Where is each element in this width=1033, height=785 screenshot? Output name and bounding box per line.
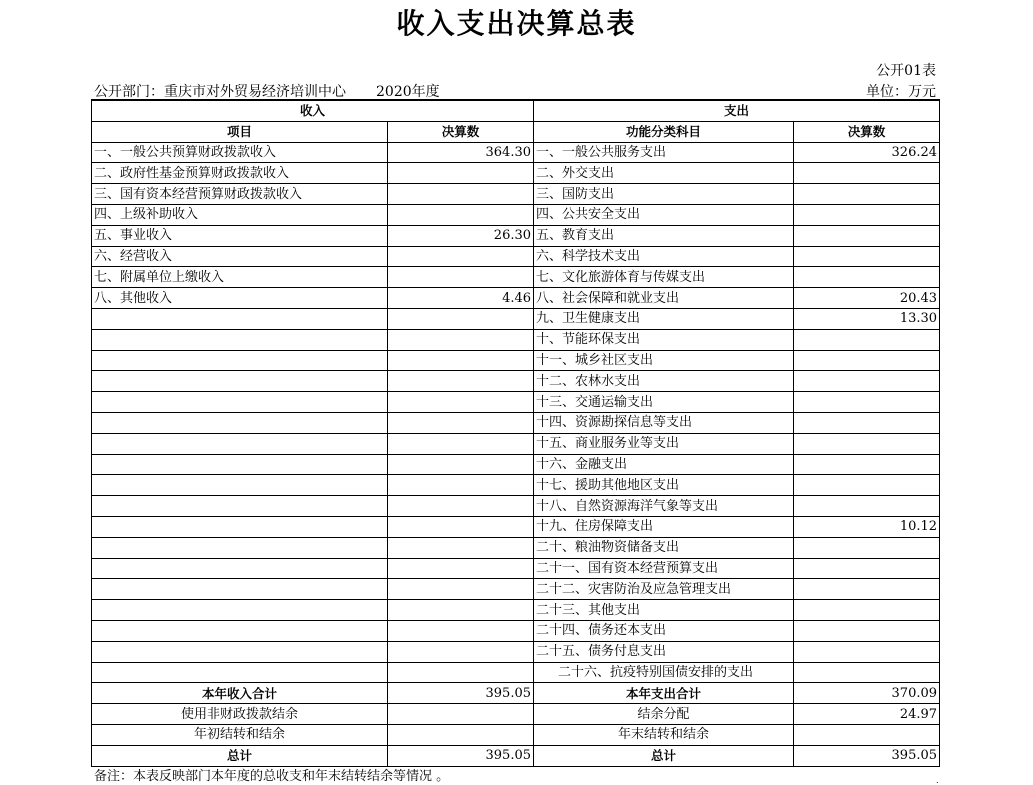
- expense-item: 二十、粮油物资储备支出: [534, 537, 794, 558]
- table-row: [92, 412, 940, 433]
- income-amount: [388, 392, 534, 413]
- income-item: [92, 433, 388, 454]
- expense-item: 一、一般公共服务支出: [534, 142, 794, 163]
- table-row: [92, 620, 940, 641]
- table-row: [92, 579, 940, 600]
- table-row: [92, 475, 940, 496]
- expense-item: 二十一、国有资本经营预算支出: [534, 558, 794, 579]
- income-amount: [388, 412, 534, 433]
- summary-row: [92, 745, 940, 766]
- summary-income-label: 本年收入合计: [92, 683, 388, 704]
- income-amount: 26.30: [388, 225, 534, 246]
- summary-row: [92, 683, 940, 704]
- income-amount: [388, 558, 534, 579]
- expense-amount: [794, 267, 940, 288]
- income-amount: [388, 329, 534, 350]
- expense-amount: [794, 412, 940, 433]
- expense-item: 六、科学技术支出: [534, 246, 794, 267]
- expense-item: 十七、援助其他地区支出: [534, 475, 794, 496]
- expense-amount: [794, 350, 940, 371]
- table-row: [92, 308, 940, 329]
- income-item: 七、附属单位上缴收入: [92, 267, 388, 288]
- table-row: [92, 163, 940, 184]
- summary-expense-amount: 24.97: [794, 704, 940, 725]
- expense-item: 七、文化旅游体育与传媒支出: [534, 267, 794, 288]
- expense-amount: [794, 620, 940, 641]
- table-row: [92, 600, 940, 621]
- income-item: [92, 558, 388, 579]
- expense-item: 九、卫生健康支出: [534, 308, 794, 329]
- income-amount: [388, 620, 534, 641]
- income-item: 五、事业收入: [92, 225, 388, 246]
- summary-expense-label: 本年支出合计: [534, 683, 794, 704]
- section-header-row: [92, 100, 940, 121]
- form-number: 公开01表: [876, 63, 936, 79]
- income-amount: [388, 308, 534, 329]
- expense-item: 二十五、债务付息支出: [534, 641, 794, 662]
- expense-item: 十六、金融支出: [534, 454, 794, 475]
- income-amount: [388, 454, 534, 475]
- expense-item: 十三、交通运输支出: [534, 392, 794, 413]
- income-item: [92, 371, 388, 392]
- table-row: [92, 641, 940, 662]
- expense-item: 十、节能环保支出: [534, 329, 794, 350]
- income-item: [92, 496, 388, 517]
- income-amount: [388, 475, 534, 496]
- section-income: 收入: [92, 100, 534, 121]
- table-row: [92, 433, 940, 454]
- expense-amount: [794, 662, 940, 683]
- col-header-function: 功能分类科目: [534, 121, 794, 142]
- table-row: [92, 246, 940, 267]
- unit-label: 单位：万元: [866, 84, 936, 100]
- summary-income-amount: [388, 724, 534, 745]
- income-amount: [388, 537, 534, 558]
- expense-item: 八、社会保障和就业支出: [534, 288, 794, 309]
- expense-item: 五、教育支出: [534, 225, 794, 246]
- expense-item: 十五、商业服务业等支出: [534, 433, 794, 454]
- expense-amount: [794, 371, 940, 392]
- income-item: 六、经营收入: [92, 246, 388, 267]
- expense-amount: [794, 246, 940, 267]
- expense-amount: [794, 496, 940, 517]
- income-item: 八、其他收入: [92, 288, 388, 309]
- footnote: 备注：本表反映部门本年度的总收支和年末结转结余等情况 。: [94, 769, 450, 784]
- table-row: [92, 350, 940, 371]
- expense-item: 二十三、其他支出: [534, 600, 794, 621]
- income-amount: [388, 641, 534, 662]
- expense-amount: [794, 433, 940, 454]
- column-header-row: [92, 121, 940, 142]
- income-amount: [388, 184, 534, 205]
- income-item: [92, 454, 388, 475]
- income-item: 四、上级补助收入: [92, 204, 388, 225]
- summary-expense-amount: 370.09: [794, 683, 940, 704]
- expense-amount: [794, 454, 940, 475]
- expense-item: 三、国防支出: [534, 184, 794, 205]
- income-item: [92, 329, 388, 350]
- section-expense: 支出: [534, 100, 940, 121]
- income-amount: [388, 246, 534, 267]
- table-row: [92, 204, 940, 225]
- expense-amount: 326.24: [794, 142, 940, 163]
- table-row: [92, 184, 940, 205]
- income-item: 一、一般公共预算财政拨款收入: [92, 142, 388, 163]
- table-row: [92, 288, 940, 309]
- income-item: 三、国有资本经营预算财政拨款收入: [92, 184, 388, 205]
- expense-amount: [794, 204, 940, 225]
- income-item: [92, 579, 388, 600]
- summary-expense-amount: [794, 724, 940, 745]
- income-amount: [388, 516, 534, 537]
- expense-amount: [794, 163, 940, 184]
- expense-item: 十二、农林水支出: [534, 371, 794, 392]
- table-row: [92, 225, 940, 246]
- expense-amount: [794, 475, 940, 496]
- expense-amount: [794, 184, 940, 205]
- summary-income-label: 年初结转和结余: [92, 724, 388, 745]
- income-amount: 4.46: [388, 288, 534, 309]
- table-row: [92, 267, 940, 288]
- income-amount: [388, 350, 534, 371]
- expense-amount: [794, 579, 940, 600]
- expense-amount: [794, 558, 940, 579]
- expense-item: 二十二、灾害防治及应急管理支出: [534, 579, 794, 600]
- expense-item: 十四、资源勘探信息等支出: [534, 412, 794, 433]
- income-amount: [388, 579, 534, 600]
- expense-item: 二十四、债务还本支出: [534, 620, 794, 641]
- expense-amount: 13.30: [794, 308, 940, 329]
- table-row: [92, 537, 940, 558]
- table-row: [92, 516, 940, 537]
- summary-expense-amount: 395.05: [794, 745, 940, 766]
- income-item: [92, 662, 388, 683]
- income-item: [92, 392, 388, 413]
- department-line: [94, 81, 440, 101]
- summary-row: [92, 704, 940, 725]
- expense-item: 四、公共安全支出: [534, 204, 794, 225]
- income-amount: [388, 662, 534, 683]
- summary-expense-label: 结余分配: [534, 704, 794, 725]
- income-amount: 364.30: [388, 142, 534, 163]
- summary-income-amount: 395.05: [388, 683, 534, 704]
- page-title: 收入支出决算总表: [396, 7, 637, 40]
- fiscal-year: 2020年度: [376, 84, 440, 100]
- income-amount: [388, 163, 534, 184]
- expense-amount: [794, 600, 940, 621]
- income-amount: [388, 371, 534, 392]
- income-item: [92, 641, 388, 662]
- summary-expense-label: 总计: [534, 745, 794, 766]
- col-header-income-amount: 决算数: [388, 121, 534, 142]
- summary-income-label: 使用非财政拨款结余: [92, 704, 388, 725]
- summary-expense-label: 年末结转和结余: [534, 724, 794, 745]
- table-row: [92, 329, 940, 350]
- income-amount: [388, 496, 534, 517]
- summary-row: [92, 724, 940, 745]
- income-item: [92, 537, 388, 558]
- table-row: [92, 371, 940, 392]
- budget-table-body: [92, 100, 940, 766]
- table-row: [92, 496, 940, 517]
- income-amount: [388, 267, 534, 288]
- col-header-expense-amount: 决算数: [794, 121, 940, 142]
- income-item: [92, 350, 388, 371]
- income-item: [92, 516, 388, 537]
- expense-amount: [794, 641, 940, 662]
- income-amount: [388, 433, 534, 454]
- income-item: 二、政府性基金预算财政拨款收入: [92, 163, 388, 184]
- income-item: [92, 308, 388, 329]
- summary-income-amount: [388, 704, 534, 725]
- expense-amount: [794, 225, 940, 246]
- summary-income-label: 总计: [92, 745, 388, 766]
- income-item: [92, 600, 388, 621]
- income-amount: [388, 600, 534, 621]
- expense-amount: [794, 537, 940, 558]
- expense-item: 十八、自然资源海洋气象等支出: [534, 496, 794, 517]
- summary-income-amount: 395.05: [388, 745, 534, 766]
- expense-item: 十九、住房保障支出: [534, 516, 794, 537]
- income-amount: [388, 204, 534, 225]
- department-name: 公开部门：重庆市对外贸易经济培训中心: [94, 84, 346, 100]
- page-dot: .: [936, 776, 939, 785]
- col-header-item: 项目: [92, 121, 388, 142]
- expense-item: 二十六、抗疫特别国债安排的支出: [534, 662, 794, 683]
- expense-item: 二、外交支出: [534, 163, 794, 184]
- table-row: [92, 558, 940, 579]
- table-row: [92, 392, 940, 413]
- table-row: [92, 454, 940, 475]
- table-row: [92, 662, 940, 683]
- expense-item: 十一、城乡社区支出: [534, 350, 794, 371]
- income-item: [92, 475, 388, 496]
- income-item: [92, 412, 388, 433]
- expense-amount: 10.12: [794, 516, 940, 537]
- income-item: [92, 620, 388, 641]
- expense-amount: 20.43: [794, 288, 940, 309]
- table-row: [92, 142, 940, 163]
- budget-table: [91, 99, 940, 767]
- expense-amount: [794, 392, 940, 413]
- expense-amount: [794, 329, 940, 350]
